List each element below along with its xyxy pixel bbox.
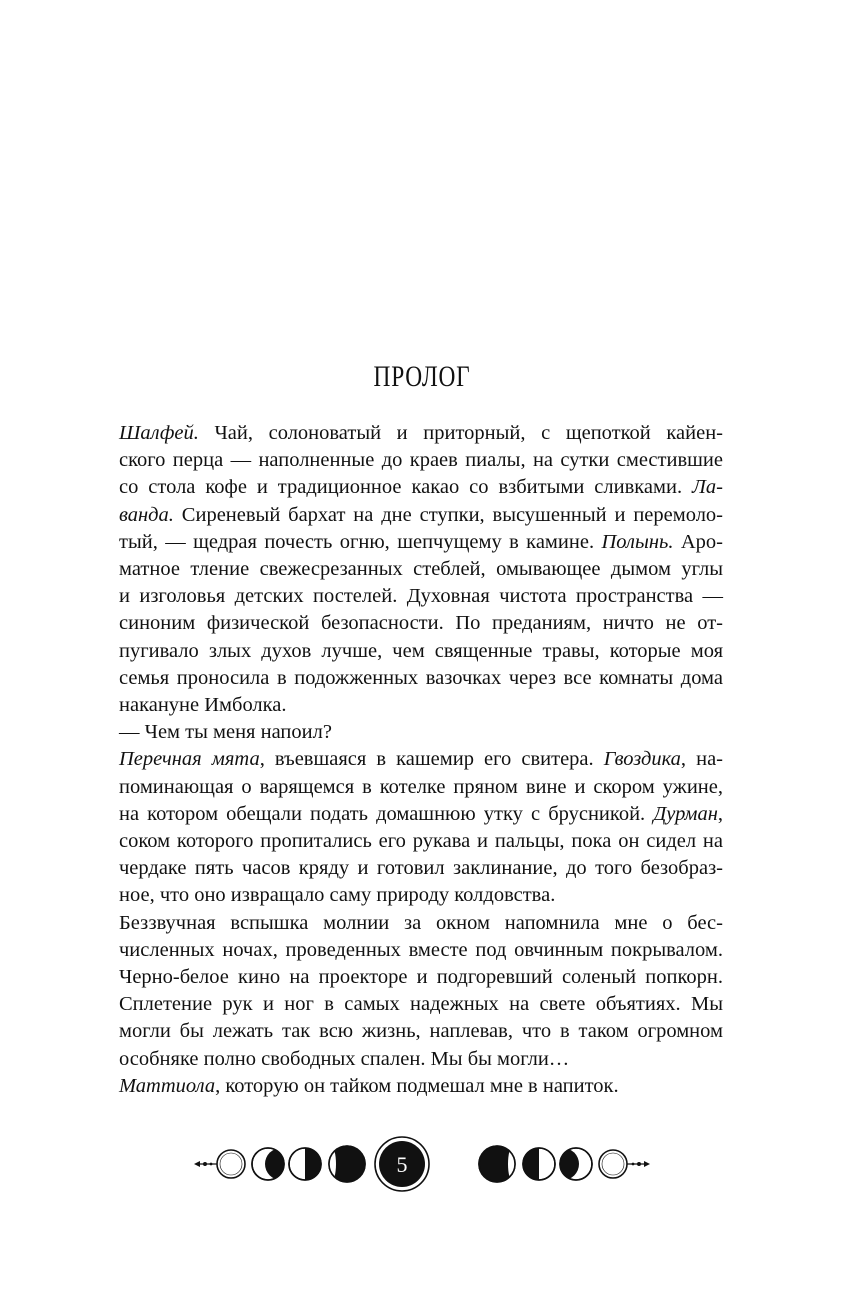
text-line bbox=[119, 638, 723, 665]
text-line bbox=[119, 502, 723, 529]
text-run: ского перца — наполненные до краев пиалы, на сутки сместившие bbox=[119, 449, 723, 472]
italic-term: Шалфей. bbox=[119, 422, 199, 444]
italic-term: Перечная мята bbox=[119, 748, 260, 771]
text-line bbox=[119, 855, 723, 882]
text-run: Беззвучная вспышка молнии за окном напомнила мне о бес- bbox=[119, 911, 723, 934]
text-run: Сплетение рук и ног в самых надежных на свете объятиях. Мы bbox=[119, 993, 723, 1016]
text-line bbox=[119, 991, 723, 1018]
text-run: Сиреневый бархат на дне ступки, высушенный и перемоло- bbox=[173, 503, 723, 526]
half-moon-icon-right bbox=[519, 1145, 555, 1185]
text-line bbox=[119, 447, 723, 474]
text-run: пугивало злых духов лучше, чем священные травы, которые моя bbox=[119, 639, 723, 662]
text-run: со стола кофе и традиционное какао со взбитыми сливками. bbox=[119, 476, 693, 499]
italic-term: Полынь. bbox=[601, 530, 674, 553]
text-run: и изголовья детских постелей. Духовная чистота пространства — bbox=[119, 585, 723, 608]
italic-term: Дурман bbox=[653, 802, 718, 825]
text-run: чердаке пять часов кряду и готовил заклинание, до того безобраз- bbox=[119, 857, 723, 880]
text-line bbox=[119, 420, 723, 447]
text-run: накануне Имболка. bbox=[119, 694, 287, 717]
text-line bbox=[119, 1073, 723, 1100]
text-run: семья проносила в подожженных вазочках через все комнаты дома bbox=[119, 666, 723, 689]
full-moon-icon-right bbox=[599, 1150, 627, 1178]
text-line bbox=[119, 610, 723, 637]
text-line bbox=[119, 692, 723, 719]
text-line bbox=[119, 964, 723, 991]
text-run: на котором обещали подать домашнюю утку с брусникой. bbox=[119, 802, 654, 825]
text-line bbox=[119, 665, 723, 692]
text-run: Аро- bbox=[673, 530, 723, 553]
text-line bbox=[119, 774, 723, 801]
text-line bbox=[119, 937, 723, 964]
text-run: соком которого пропитались его рукава и пальцы, пока он сидел на bbox=[119, 830, 723, 853]
text-run: ное, что оно извращало саму природу колдовства. bbox=[119, 884, 556, 907]
italic-term: Гвоздика bbox=[603, 748, 681, 771]
full-moon-icon-left bbox=[217, 1150, 245, 1178]
text-line bbox=[119, 1046, 723, 1073]
page-number-medallion bbox=[375, 1137, 429, 1191]
text-line bbox=[119, 556, 723, 583]
text-run: синоним физической безопасности. По преданиям, ничто не от- bbox=[119, 612, 723, 635]
text-run: , bbox=[717, 802, 723, 825]
moon-phase-ornament bbox=[0, 1127, 844, 1207]
text-line bbox=[119, 719, 723, 746]
text-line bbox=[119, 882, 723, 909]
text-line bbox=[119, 1018, 723, 1045]
text-line bbox=[119, 828, 723, 855]
text-line bbox=[119, 474, 723, 501]
text-line bbox=[119, 529, 723, 556]
page-number: 5 bbox=[396, 1152, 408, 1177]
italic-term: Ла- bbox=[692, 476, 723, 499]
text-run: особняке полно свободных спален. Мы бы могли… bbox=[119, 1047, 570, 1070]
text-run: могли бы лежать так всю жизнь, наплевав, что в таком огромном bbox=[119, 1020, 723, 1043]
body-text bbox=[119, 420, 723, 1100]
text-run: тый, — щедрая почесть огню, шепчущему в камине. bbox=[119, 530, 602, 553]
text-run: , въевшаяся в кашемир его свитера. bbox=[259, 748, 604, 771]
text-run: поминающая о варящемся в котелке пряном вине и скором ужине, bbox=[119, 775, 723, 798]
text-run: Черно-белое кино на проекторе и подгоревший соленый попкорн. bbox=[119, 966, 723, 989]
text-line bbox=[119, 583, 723, 610]
text-run: , на- bbox=[680, 748, 724, 771]
text-run: — Чем ты меня напоил? bbox=[119, 721, 332, 744]
gibbous-moon-icon-right bbox=[479, 1146, 518, 1182]
half-moon-icon-left bbox=[289, 1145, 325, 1185]
text-run: , которую он тайком подмешал мне в напиток. bbox=[215, 1074, 619, 1097]
text-line bbox=[119, 910, 723, 937]
gibbous-moon-icon-left bbox=[326, 1146, 365, 1182]
text-line bbox=[119, 746, 723, 773]
text-run: матное тление свежесрезанных стеблей, омывающее дымом углы bbox=[119, 558, 723, 581]
text-line bbox=[119, 801, 723, 828]
italic-term: ванда. bbox=[119, 503, 174, 526]
chapter-title: ПРОЛОГ bbox=[373, 360, 471, 393]
text-run: Чай, солоноватый и приторный, с щепоткой кайен- bbox=[198, 422, 723, 444]
text-run: численных ночах, проведенных вместе под овчинным покрывалом. bbox=[119, 938, 723, 961]
italic-term: Маттиола bbox=[119, 1074, 216, 1097]
